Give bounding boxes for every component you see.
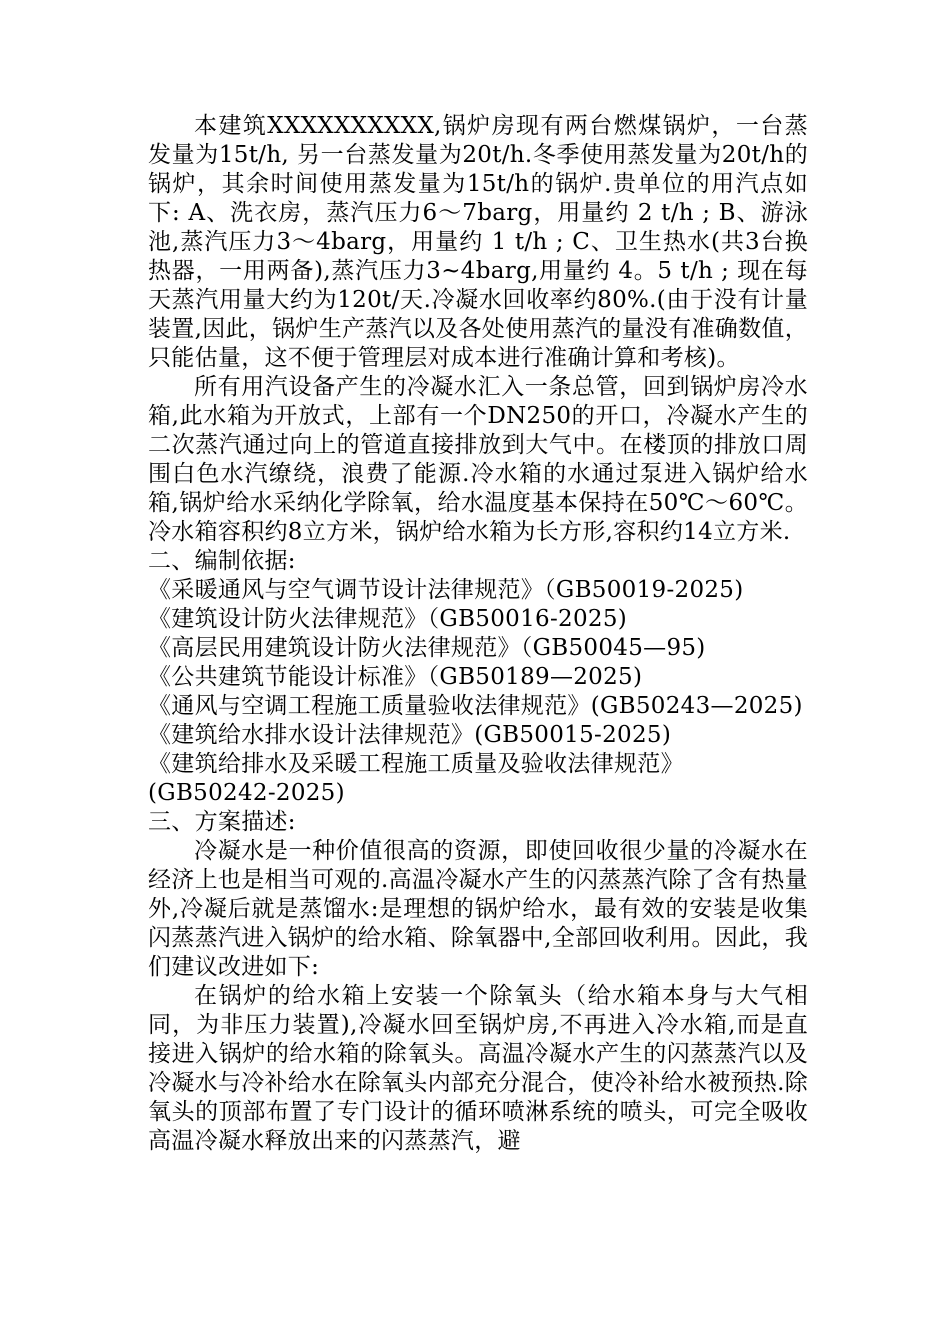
- reference-item: 《通风与空调工程施工质量验收法律规范》(GB50243—2025): [148, 693, 803, 719]
- condensate-paragraph: 所有用汽设备产生的冷凝水汇入一条总管，回到锅炉房冷水箱,此水箱为开放式，上部有一个DN250的开口，冷凝水产生的二次蒸汽通过向上的管道直接排放到大气中。在楼顶的排放口周围白色水汽缭绕，浪费了能源.冷水箱的水通过泵进入锅炉给水箱,锅炉给水采纳化学除氧，给水温度基本保持在50℃～60℃。冷水箱容积约8立方米，锅炉给水箱为长方形,容积约14立方米.: [148, 374, 808, 545]
- description-paragraph-2: 在锅炉的给水箱上安装一个除氧头（给水箱本身与大气相同，为非压力装置),冷凝水回至锅炉房,不再进入冷水箱,而是直接进入锅炉的给水箱的除氧头。高温冷凝水产生的闪蒸蒸汽以及冷凝水与冷补给水在除氧头内部充分混合，使冷补给水被预热.除氧头的顶部布置了专门设计的循环喷淋系统的喷头，可完全吸收高温冷凝水释放出来的闪蒸蒸汽，避: [148, 983, 809, 1154]
- reference-item: 《建筑设计防火法律规范》（GB50016-2025): [148, 606, 628, 632]
- description-paragraph-1: 冷凝水是一种价值很高的资源，即使回收很少量的冷凝水在经济上也是相当可观的.高温冷凝水产生的闪蒸蒸汽除了含有热量外,冷凝后就是蒸馏水:是理想的锅炉给水，最有效的安装是收集闪蒸蒸汽进入锅炉的给水箱、除氧器中,全部回收利用。因此，我们建议改进如下:: [148, 838, 809, 980]
- reference-item: 《高层民用建筑设计防火法律规范》（GB50045—95): [148, 635, 706, 661]
- reference-item: 《采暖通风与空气调节设计法律规范》（GB50019-2025): [148, 577, 744, 603]
- document-page: [148, 112, 808, 1156]
- reference-item: (GB50242-2025): [148, 780, 345, 806]
- section-heading-basis: 二、编制依据:: [148, 548, 296, 574]
- intro-paragraph: 本建筑XXXXXXXXXX,锅炉房现有两台燃煤锅炉，一台蒸发量为15t/h, 另一台蒸发量为20t/h.冬季使用蒸发量为20t/h的锅炉，其余时间使用蒸发量为15t/h的锅炉.贵单位的用汽点如下: A、洗衣房，蒸汽压力6～7barg，用量约 2 t/h ; B、游泳池,蒸汽压力3～4barg，用量约 1 t/h ; C、卫生热水(共3台换热器，一用两备),蒸汽压力3~4barg,用量约 4。5 t/h ; 现在每天蒸汽用量大约为120t/天.冷凝水回收率约80%.(由于没有计量装置,因此，锅炉生产蒸汽以及各处使用蒸汽的量没有准确数值，只能估量，这不便于管理层对成本进行准确计算和考核)。: [148, 113, 809, 371]
- reference-item: 《建筑给水排水设计法律规范》(GB50015-2025): [148, 722, 672, 748]
- reference-item: 《公共建筑节能设计标准》（GB50189—2025): [148, 664, 643, 690]
- section-heading-description: 三、方案描述:: [148, 809, 296, 835]
- reference-item: 《建筑给排水及采暖工程施工质量及验收法律规范》: [148, 751, 684, 777]
